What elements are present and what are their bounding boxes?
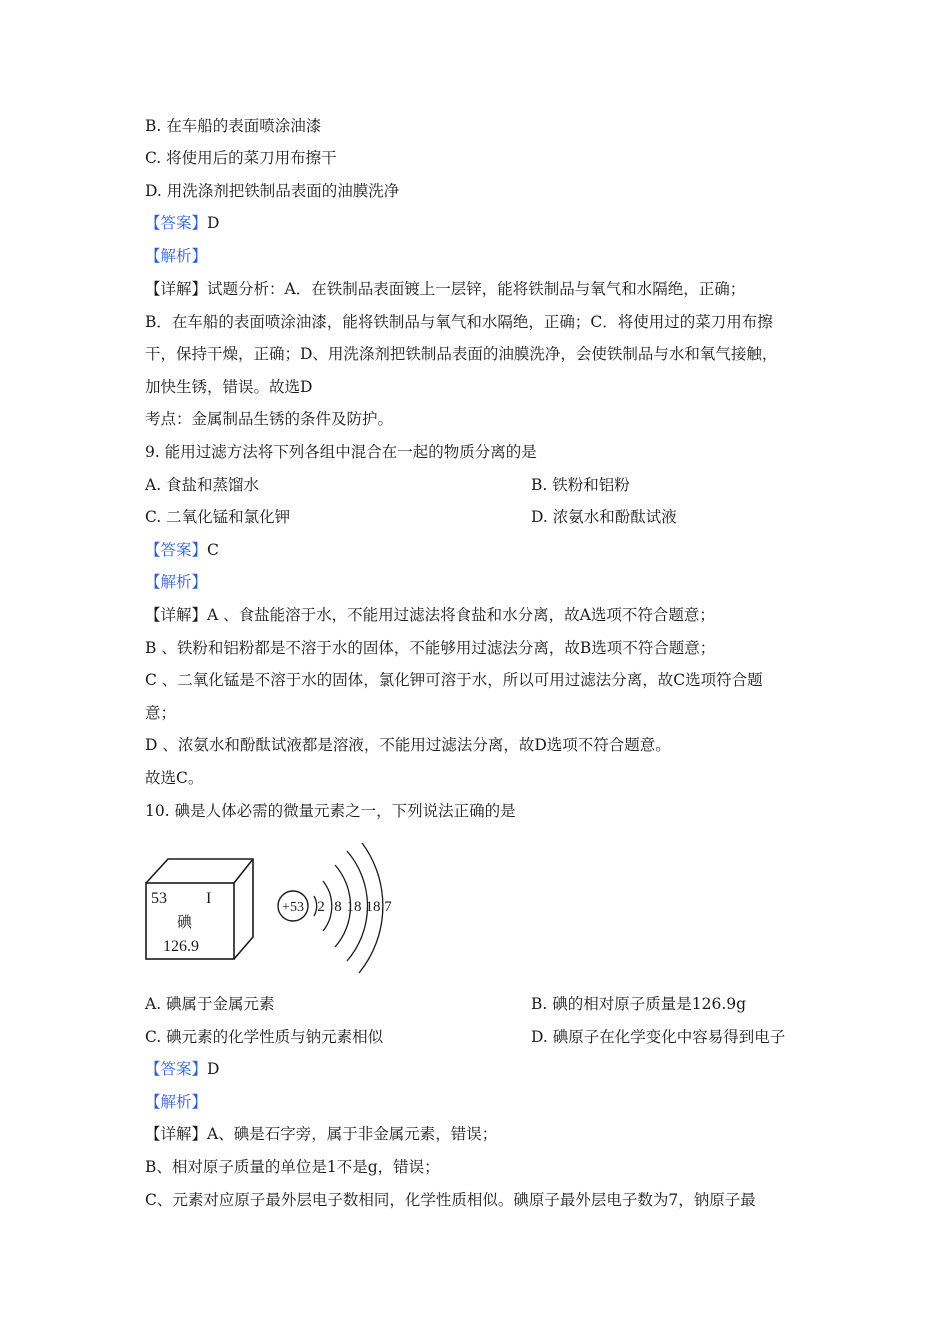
q9-option-b: B. 铁粉和铝粉	[531, 476, 630, 494]
shell-4-electrons: 18	[365, 899, 381, 915]
q9-detail-line-6: 故选C。	[145, 769, 204, 787]
answer-tag: 【答案】	[145, 214, 208, 232]
q8-detail-line-2: B．在车船的表面喷涂油漆，能将铁制品与氧气和水隔绝，正确；C．将使用过的菜刀用布擦	[145, 313, 773, 331]
q8-detail-line-1	[145, 279, 745, 299]
q9-answer	[145, 540, 219, 560]
q9-detail-line-5: D 、浓氨水和酚酞试液都是溶液，不能用过滤法分离，故D选项不符合题意。	[145, 736, 671, 754]
iodine-diagram	[143, 843, 403, 975]
element-symbol: I	[206, 890, 212, 907]
q8-option-d: D. 用洗涤剂把铁制品表面的油膜洗净	[145, 182, 400, 200]
analysis-tag: 【解析】	[145, 247, 208, 265]
atomic-mass: 126.9	[163, 938, 199, 955]
analysis-tag: 【解析】	[145, 573, 208, 591]
q9-stem: 9. 能用过滤方法将下列各组中混合在一起的物质分离的是	[145, 443, 537, 461]
q9-detail-line-3: C 、二氧化锰是不溶于水的固体，氯化钾可溶于水，所以可用过滤法分离，故C选项符合题	[145, 671, 763, 689]
answer-value: D	[207, 1060, 220, 1078]
answer-value: C	[207, 541, 219, 559]
nucleus-charge: +53	[282, 900, 304, 915]
answer-tag: 【答案】	[145, 1060, 208, 1078]
atomic-number: 53	[151, 890, 167, 907]
q8-answer	[145, 213, 219, 233]
q8-detail-line-3: 干，保持干燥，正确；D、用洗涤剂把铁制品表面的油膜洗净，会使铁制品与水和氧气接触，	[145, 345, 778, 363]
answer-value: D	[207, 214, 220, 232]
q10-option-b: B. 碘的相对原子质量是126.9g	[531, 995, 747, 1013]
element-name: 碘	[177, 913, 193, 931]
shell-2-electrons: 8	[334, 899, 342, 915]
q9-detail-line-2: B 、铁粉和铝粉都是不溶于水的固体，不能够用过滤法分离，故B选项不符合题意；	[145, 639, 716, 657]
detail-tag: 【详解】	[145, 280, 208, 298]
q8-detail-line-4: 加快生锈，错误。故选D	[145, 378, 313, 396]
q9-detail-line-4: 意；	[145, 704, 177, 722]
q8-kaodian: 考点：金属制品生锈的条件及防护。	[145, 410, 394, 428]
detail-text: 试题分析：A．在铁制品表面镀上一层锌，能将铁制品与氧气和水隔绝，正确；	[207, 280, 746, 298]
detail-text: A、碘是石字旁，属于非金属元素，错误；	[207, 1125, 498, 1143]
shell-3-electrons: 18	[346, 899, 362, 915]
q10-detail-line-1	[145, 1124, 497, 1144]
shell-1-electrons: 2	[317, 899, 325, 915]
detail-text: A 、食盐能溶于水，不能用过滤法将食盐和水分离，故A选项不符合题意；	[207, 606, 715, 624]
detail-tag: 【详解】	[145, 1125, 208, 1143]
q8-analysis-tag	[145, 246, 207, 266]
q10-detail-line-3: C、元素对应原子最外层电子数相同，化学性质相似。碘原子最外层电子数为7，钠原子最	[145, 1191, 756, 1209]
answer-tag: 【答案】	[145, 541, 208, 559]
q9-option-d: D. 浓氨水和酚酞试液	[531, 508, 677, 526]
q10-analysis-tag	[145, 1092, 207, 1112]
detail-tag: 【详解】	[145, 606, 208, 624]
q9-analysis-tag	[145, 572, 207, 592]
q10-detail-line-2: B、相对原子质量的单位是1不是g，错误；	[145, 1158, 440, 1176]
q8-option-c: C. 将使用后的菜刀用布擦干	[145, 149, 337, 167]
q8-option-b: B. 在车船的表面喷涂油漆	[145, 117, 322, 135]
shell-5-electrons: 7	[384, 899, 392, 915]
q9-option-a: A. 食盐和蒸馏水	[145, 476, 260, 494]
q10-option-d: D. 碘原子在化学变化中容易得到电子	[531, 1028, 786, 1046]
analysis-tag: 【解析】	[145, 1093, 208, 1111]
q10-stem: 10. 碘是人体必需的微量元素之一，下列说法正确的是	[145, 802, 516, 820]
q9-option-c: C. 二氧化锰和氯化钾	[145, 508, 291, 526]
q10-option-a: A. 碘属于金属元素	[145, 995, 275, 1013]
q10-option-c: C. 碘元素的化学性质与钠元素相似	[145, 1028, 384, 1046]
q9-detail-line-1	[145, 605, 715, 625]
q10-answer	[145, 1059, 219, 1079]
